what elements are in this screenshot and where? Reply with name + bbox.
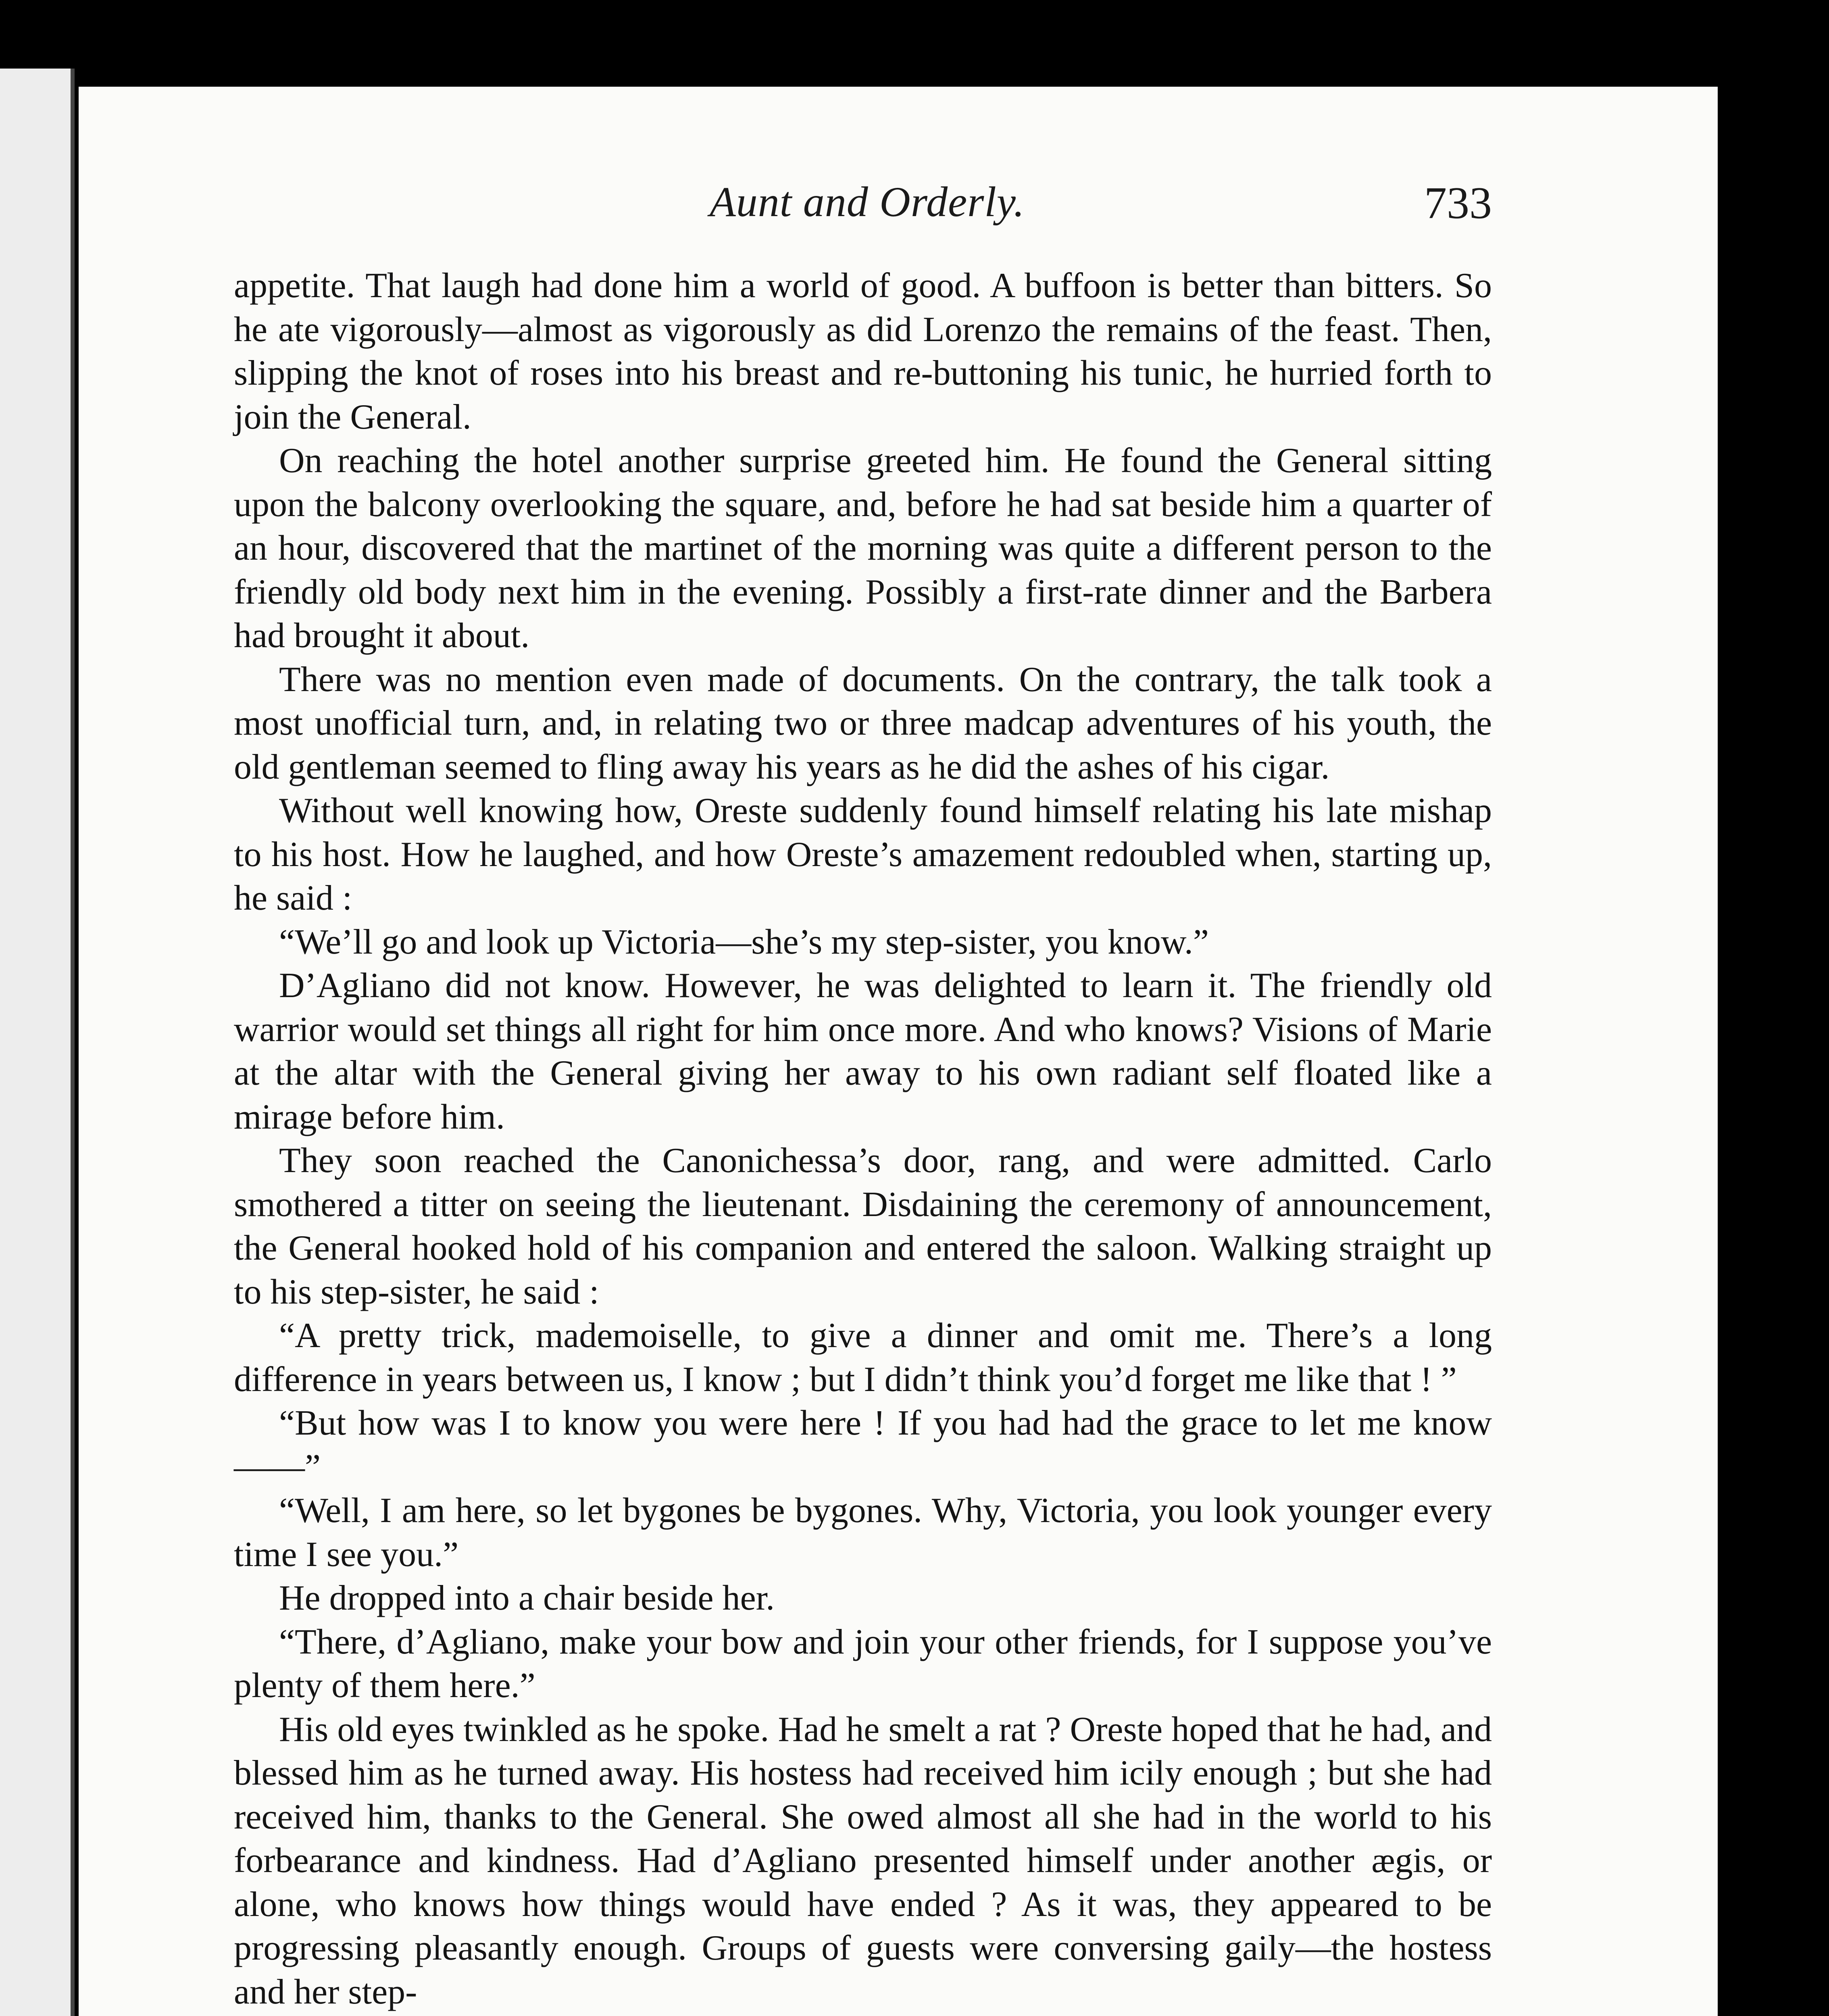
previous-page-edge	[0, 69, 75, 2016]
paragraph: His old eyes twinkled as he spoke. Had he smelt a rat ? Oreste hoped that he had, and blessed him as he turned away. His hostess had received him icily enough ; but she had received him, thanks to the General. She owed almost all she had in the world to his forbearance and kindness. Had d’Agliano presented himself under another ægis, or alone, who knows how things would have ended ? As it was, they appeared to be progressing pleasantly enough. Groups of guests were conversing gaily—the hostess and her step-	[234, 1710, 1492, 2012]
paragraph: “But how was I to know you were here ! If you had had the grace to let me know——”	[234, 1404, 1492, 1487]
paragraph: “Well, I am here, so let bygones be bygones. Why, Victoria, you look younger every time I see you.”	[234, 1491, 1492, 1574]
page-number: 733	[1424, 178, 1492, 228]
paragraph: D’Agliano did not know. However, he was delighted to learn it. The friendly old warrior would set things all right for him once more. And who knows? Visions of Marie at the altar with the General giving her away to his own radiant self floated like a mirage before him.	[234, 966, 1492, 1137]
paragraph: “A pretty trick, mademoiselle, to give a dinner and omit me. There’s a long difference in years between us, I know ; but I didn’t think you’d forget me like that ! ”	[234, 1316, 1492, 1399]
paragraph: They soon reached the Canonichessa’s door, rang, and were admitted. Carlo smothered a titter on seeing the lieutenant. Disdaining the ceremony of announcement, the General hooked hold of his companion and entered the saloon. Walking straight up to his step-sister, he said :	[234, 1141, 1492, 1312]
page-header	[234, 177, 1492, 258]
body-text	[234, 264, 1492, 2014]
paragraph: There was no mention even made of documents. On the contrary, the talk took a most unofficial turn, and, in relating two or three madcap adventures of his youth, the old gentleman seemed to fling away his years as he did the ashes of his cigar.	[234, 660, 1492, 787]
paragraph: appetite. That laugh had done him a world of good. A buffoon is better than bitters. So he ate vigorously—almost as vigorously as did Lorenzo the remains of the feast. Then, slipping the knot of roses into his breast and re-buttoning his tunic, he hurried forth to join the General.	[234, 266, 1492, 437]
paragraph: “We’ll go and look up Victoria—she’s my step-sister, you know.”	[279, 922, 1209, 962]
paragraph: On reaching the hotel another surprise greeted him. He found the General sitting upon the balcony overlooking the square, and, before he had sat beside him a quarter of an hour, discovered that the martinet of the morning was quite a different person to the friendly old body next him in the evening. Possibly a first-rate dinner and the Barbera had brought it about.	[234, 441, 1492, 655]
paragraph: “There, d’Agliano, make your bow and join your other friends, for I suppose you’ve plenty of them here.”	[234, 1622, 1492, 1705]
running-title: Aunt and Orderly.	[710, 178, 1025, 225]
paragraph: Without well knowing how, Oreste suddenly found himself relating his late mishap to his host. How he laughed, and how Oreste’s amazement redoubled when, starting up, he said :	[234, 791, 1492, 918]
paragraph: He dropped into a chair beside her.	[279, 1579, 775, 1618]
